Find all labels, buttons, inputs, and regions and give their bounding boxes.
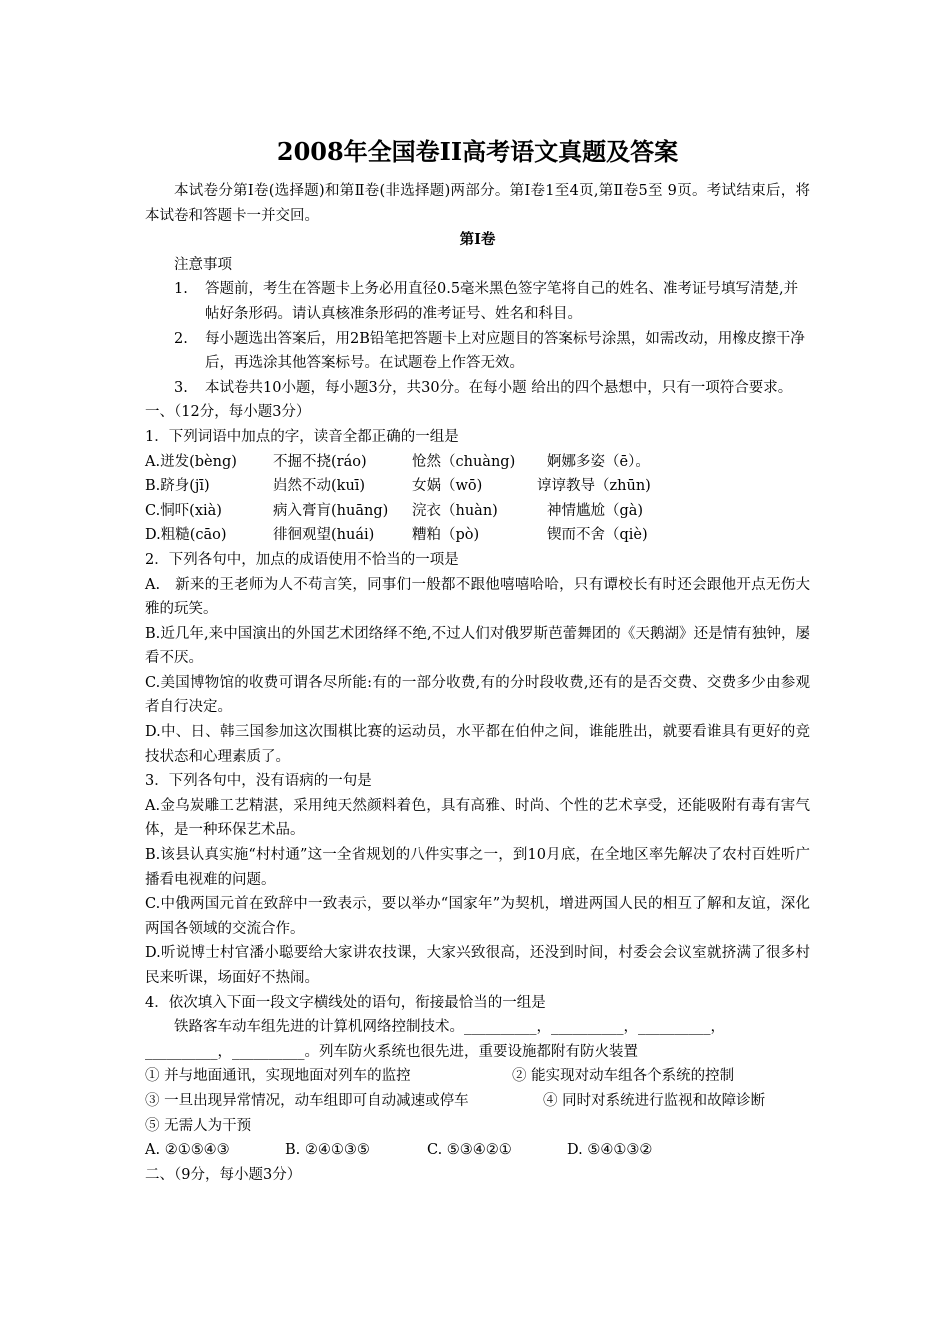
item-text: ② 能实现对动车组各个系统的控制: [512, 1068, 735, 1085]
note-item: [145, 277, 810, 326]
option-word: 徘徊观望(huái): [273, 527, 375, 544]
option-word: C.恫吓(xià): [145, 502, 222, 519]
section-title: 第Ⅰ卷: [459, 231, 496, 249]
option-text: B.近几年,来中国演出的外国艺术团络绎不绝,不过人们对俄罗斯芭蕾舞团的《天鹅湖》还是情有独钟，屡看不厌。: [145, 625, 810, 667]
option-word: 怆然（chuàng): [412, 453, 516, 470]
note-text: 每小题选出答案后，用2B铅笔把答题卡上对应题目的答案标号涂黑，如需改动，用橡皮擦干净后，再选涂其他答案标号。在试题卷上作答无效。: [205, 330, 805, 372]
intro-paragraph: 本试卷分第Ⅰ卷(选择题)和第Ⅱ卷(非选择题)两部分。第Ⅰ卷1至4页,第Ⅱ卷5至 9页。考试结束后，将本试卷和答题卡一并交回。: [145, 183, 810, 224]
question-stem: 1．下列词语中加点的字，读音全都正确的一组是: [145, 428, 459, 445]
item-text: ① 并与地面通讯，实现地面对列车的监控: [145, 1068, 411, 1085]
item-row: [145, 1064, 810, 1089]
option-word: 糟粕（pò): [412, 527, 480, 544]
choice-option: B. ②④①③⑤: [285, 1142, 370, 1159]
option-word: 女娲（wō): [412, 478, 483, 495]
note-item: [145, 327, 810, 376]
option-text: A.金乌炭雕工艺精湛，采用纯天然颜料着色，具有高雅、时尚、个性的艺术享受，还能吸附有毒有害气体，是一种环保艺术品。: [145, 797, 810, 839]
page-title: 2008年全国卷ⅠⅠ高考语文真题及答案: [276, 137, 679, 166]
option-word: 婀娜多姿（ē）。: [547, 453, 650, 470]
choice-option: A. ②①⑤④③: [145, 1142, 230, 1159]
item-text: ⑤ 无需人为干预: [145, 1117, 252, 1134]
part-heading: 二、（9分，每小题3分）: [145, 1166, 302, 1183]
option-word: 岿然不动(kuī): [273, 478, 366, 495]
passage-line: 铁路客车动车组先进的计算机网络控制技术。__________，__________，__________，: [174, 1019, 725, 1036]
option-row: [145, 474, 810, 499]
option-word: 神情尴尬（gà): [547, 502, 644, 519]
document-page: [145, 132, 810, 1187]
item-text: ③ 一旦出现异常情况，动车组即可自动减速或停车: [145, 1092, 469, 1109]
option-text: A. 新来的王老师为人不苟言笑，同事们一般都不跟他嘻嘻哈哈，只有谭校长有时还会跟他开点无伤大雅的玩笑。: [145, 576, 810, 618]
option-word: 谆谆教导（zhūn): [537, 478, 651, 495]
option-word: 不掘不挠(ráo): [273, 453, 367, 470]
part-heading: 一、（12分，每小题3分）: [145, 404, 311, 421]
option-text: B.该县认真实施“村村通”这一全省规划的八件实事之一，到10月底，在全地区率先解决了农村百姓听广播看电视难的问题。: [145, 847, 810, 888]
option-text: C.中俄两国元首在致辞中一致表示，要以举办“国家年”为契机，增进两国人民的相互了解和友谊，深化两国各领域的交流合作。: [145, 896, 810, 937]
option-word: A.迸发(bèng): [145, 453, 237, 470]
note-number: 3.: [174, 379, 188, 396]
option-text: D.听说博士村官潘小聪要给大家讲农技课，大家兴致很高，还没到时间，村委会会议室就挤满了很多村民来听课，场面好不热闹。: [145, 945, 810, 986]
notes-heading: 注意事项: [174, 256, 232, 273]
choice-option: C. ⑤③④②①: [427, 1142, 512, 1159]
item-row: [145, 1089, 810, 1114]
passage-line: __________，__________。列车防火系统也很先进，重要设施都附有防火装置: [145, 1043, 638, 1060]
question-stem: 2．下列各句中，加点的成语使用不恰当的一项是: [145, 551, 459, 568]
question-stem: 4．依次填入下面一段文字横线处的语句，衔接最恰当的一组是: [145, 994, 546, 1011]
option-text: C.美国博物馆的收费可谓各尽所能:有的一部分收费,有的分时段收费,还有的是否交费、交费多少由参观者自行决定。: [145, 674, 810, 716]
note-text: 答题前，考生在答题卡上务必用直径0.5毫米黑色签字笔将自己的姓名、准考证号填写清楚,并帖好条形码。请认真核准条形码的准考证号、姓名和科目。: [205, 281, 799, 322]
question-stem: 3．下列各句中，没有语病的一句是: [145, 773, 372, 790]
choice-option: D. ⑤④①③②: [567, 1142, 653, 1159]
option-word: D.粗糙(cāo): [145, 527, 227, 544]
choice-row: [145, 1138, 810, 1163]
item-row: [145, 1114, 810, 1139]
note-item: [145, 376, 810, 401]
option-word: 锲而不舍（qiè): [547, 527, 648, 544]
note-number: 1.: [174, 281, 188, 298]
option-word: 病入膏肓(huāng): [273, 502, 389, 519]
option-text: D.中、日、韩三国参加这次围棋比赛的运动员，水平都在伯仲之间，谁能胜出，就要看谁具有更好的竞技状态和心理素质了。: [145, 724, 810, 765]
note-number: 2.: [174, 330, 188, 347]
note-text: 本试卷共10小题，每小题3分，共30分。在每小题 给出的四个悬想中，只有一项符合要求。: [205, 379, 793, 396]
option-row: [145, 499, 810, 524]
option-word: 浣衣（huàn): [412, 502, 498, 519]
option-word: B.跻身(jī): [145, 478, 210, 495]
option-row: [145, 450, 810, 475]
option-row: [145, 523, 810, 548]
item-text: ④ 同时对系统进行监视和故障诊断: [543, 1092, 766, 1109]
